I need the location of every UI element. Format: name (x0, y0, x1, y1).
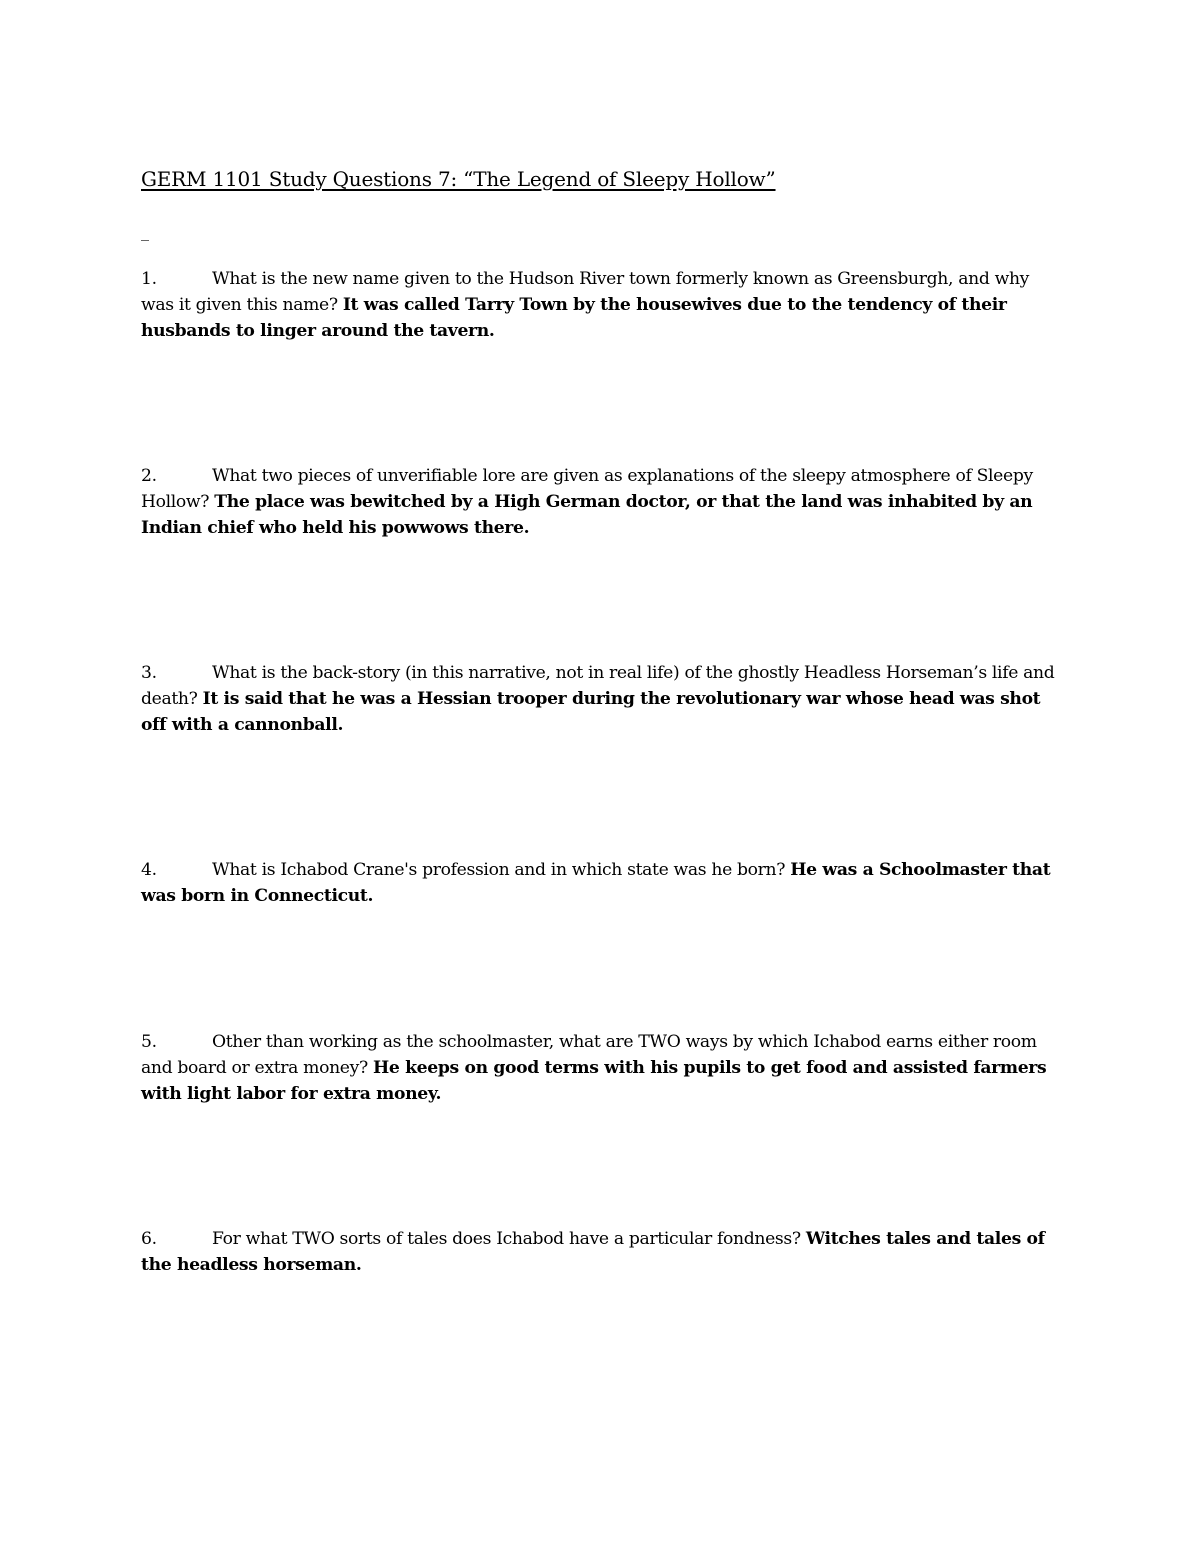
question-number: 4. (141, 860, 157, 880)
question-text: What is Ichabod Crane's profession and in which state was he born? (212, 860, 786, 880)
question-text: What two pieces of unverifiable lore are given as explanations of the sleepy atmosphere of Sleepy Hollow? (141, 466, 1033, 512)
spacer-mark: _ (141, 222, 149, 241)
answer-text: He was a Schoolmaster that was born in Connecticut. (141, 860, 1051, 906)
question-text: What is the new name given to the Hudson River town formerly known as Greensburgh, and why was it given this name? (141, 269, 1030, 315)
question-number: 6. (141, 1229, 157, 1249)
question-number: 1. (141, 269, 157, 289)
question-text: Other than working as the schoolmaster, what are TWO ways by which Ichabod earns either room and board or extra money? (141, 1032, 1037, 1078)
question-text: For what TWO sorts of tales does Ichabod have a particular fondness? (212, 1229, 801, 1249)
answer-text: It is said that he was a Hessian trooper during the revolutionary war whose head was shot off with a cannonball. (141, 689, 1041, 735)
question-number: 2. (141, 466, 157, 486)
answer-text: It was called Tarry Town by the housewives due to the tendency of their husbands to linger around the tavern. (141, 295, 1007, 341)
question-item (141, 463, 1061, 541)
question-text: What is the back-story (in this narrative, not in real life) of the ghostly Headless Horseman’s life and death? (141, 663, 1055, 709)
question-item (141, 857, 1061, 909)
question-item (141, 660, 1061, 738)
answer-text: Witches tales and tales of the headless horseman. (141, 1229, 1045, 1275)
question-item (141, 1226, 1061, 1278)
answer-text: He keeps on good terms with his pupils to get food and assisted farmers with light labor for extra money. (141, 1058, 1047, 1104)
question-number: 3. (141, 663, 157, 683)
answer-text: The place was bewitched by a High German doctor, or that the land was inhabited by an Indian chief who held his powwows there. (141, 492, 1033, 538)
question-number: 5. (141, 1032, 157, 1052)
question-item (141, 1029, 1061, 1107)
document-title: GERM 1101 Study Questions 7: “The Legend of Sleepy Hollow” (141, 167, 776, 191)
question-item (141, 266, 1061, 344)
